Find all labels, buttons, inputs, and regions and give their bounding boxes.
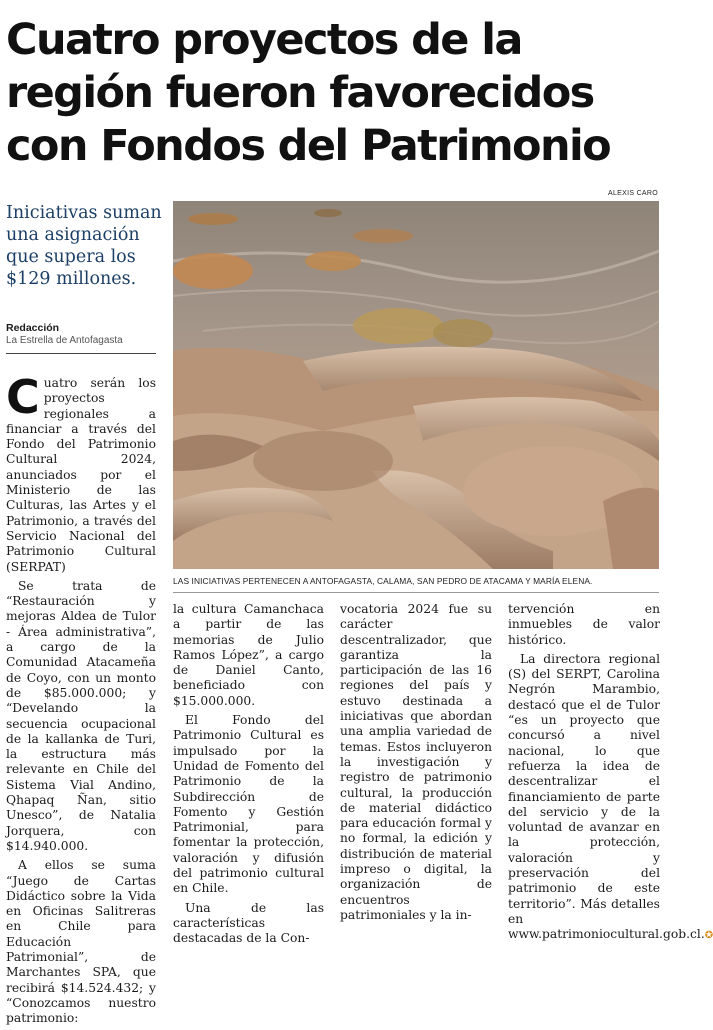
headline-line-3: con Fondos del Patrimonio — [6, 121, 611, 171]
byline-author: Redacción — [6, 322, 60, 334]
paragraph: Una de las características destacadas de la Con- — [173, 900, 324, 946]
paragraph: la cultura Camanchaca a partir de las memorias de Julio Ramos López”, a cargo de Daniel Canto, beneficiado con $15.000.000. — [173, 602, 324, 708]
paragraph: El Fondo del Patrimonio Cultural es impulsado por la Unidad de Fomento del Patrimonio de la Subdirección de Fomento y Gestión Patrimonial, para fomentar la protección, valoración y difusión del patrimonio cultural en Chile. — [173, 713, 324, 896]
end-mark-icon: ✪ — [704, 930, 713, 942]
paragraph: La directora regional (S) del SERPT, Carolina Negrón Marambio, destacó que el de Tulor “es un proyecto que concursó a nivel nacional, lo que refuerza la idea de descentralizar el financiamiento de parte del servicio y de la voluntad de avanzar en la protección, valoración y preservación del patrimonio de este territorio”. Más detalles en www.patrimoniocultural.gob.cl.✪ — [508, 651, 713, 942]
photo-credit: ALEXIS CARO — [608, 190, 658, 197]
article-column-3 — [340, 602, 492, 927]
paragraph: Cuatro serán los proyectos regionales a financiar a través del Fondo del Patrimonio Cultural 2024, anunciados por el Ministerio de las Culturas, las Artes y el Patrimonio, a través del Servicio Nacional del Patrimonio Cultural (SERPAT) — [6, 370, 156, 574]
article-column-2 — [173, 602, 324, 951]
drop-cap: C — [6, 370, 40, 424]
subheadline: Iniciativas suman una asignación que supera los $129 millones. — [6, 203, 162, 289]
article-photo — [173, 201, 659, 569]
headline — [6, 14, 660, 173]
headline-line-1: Cuatro proyectos de la — [6, 15, 522, 65]
byline-publication: La Estrella de Antofagasta — [6, 335, 123, 346]
article-column-4 — [508, 602, 713, 948]
headline-line-2: región fueron favorecidos — [6, 68, 594, 118]
article-column-1 — [6, 370, 156, 1030]
caption-divider — [173, 592, 659, 593]
paragraph: tervención en inmuebles de valor histórico. — [508, 602, 660, 647]
byline-divider — [6, 353, 156, 354]
paragraph: vocatoria 2024 fue su carácter descentralizador, que garantiza la participación de las 16 regiones del país y estuvo destinada a iniciativas que abordan una amplia variedad de temas. Estos incluyeron la investigación y registro de patrimonio cultural, la producción de material didáctico para educación formal y no formal, la edición y distribución de material impreso o digital, la organización de encuentros patrimoniales y la in- — [340, 602, 492, 922]
paragraph: Se trata de “Restauración y mejoras Aldea de Tulor - Área administrativa”, a cargo de la Comunidad Atacameña de Coyo, con un monto de $85.000.000; y “Develando la secuencia ocupacional de la kallanka de Turi, la estructura más relevante en Chile del Sistema Vial Andino, Qhapaq Ñan, sitio Unesco”, de Natalia Jorquera, con $14.940.000. — [6, 578, 156, 853]
photo-caption: LAS INICIATIVAS PERTENECEN A ANTOFAGASTA, CALAMA, SAN PEDRO DE ATACAMA Y MARÍA ELENA. — [173, 576, 593, 586]
paragraph: A ellos se suma “Juego de Cartas Didáctico sobre la Vida en Oficinas Salitreras en Chile para Educación Patrimonial”, de Marchantes SPA, que recibirá $14.524.432; y “Conozcamos nuestro patrimonio: — [6, 858, 156, 1026]
